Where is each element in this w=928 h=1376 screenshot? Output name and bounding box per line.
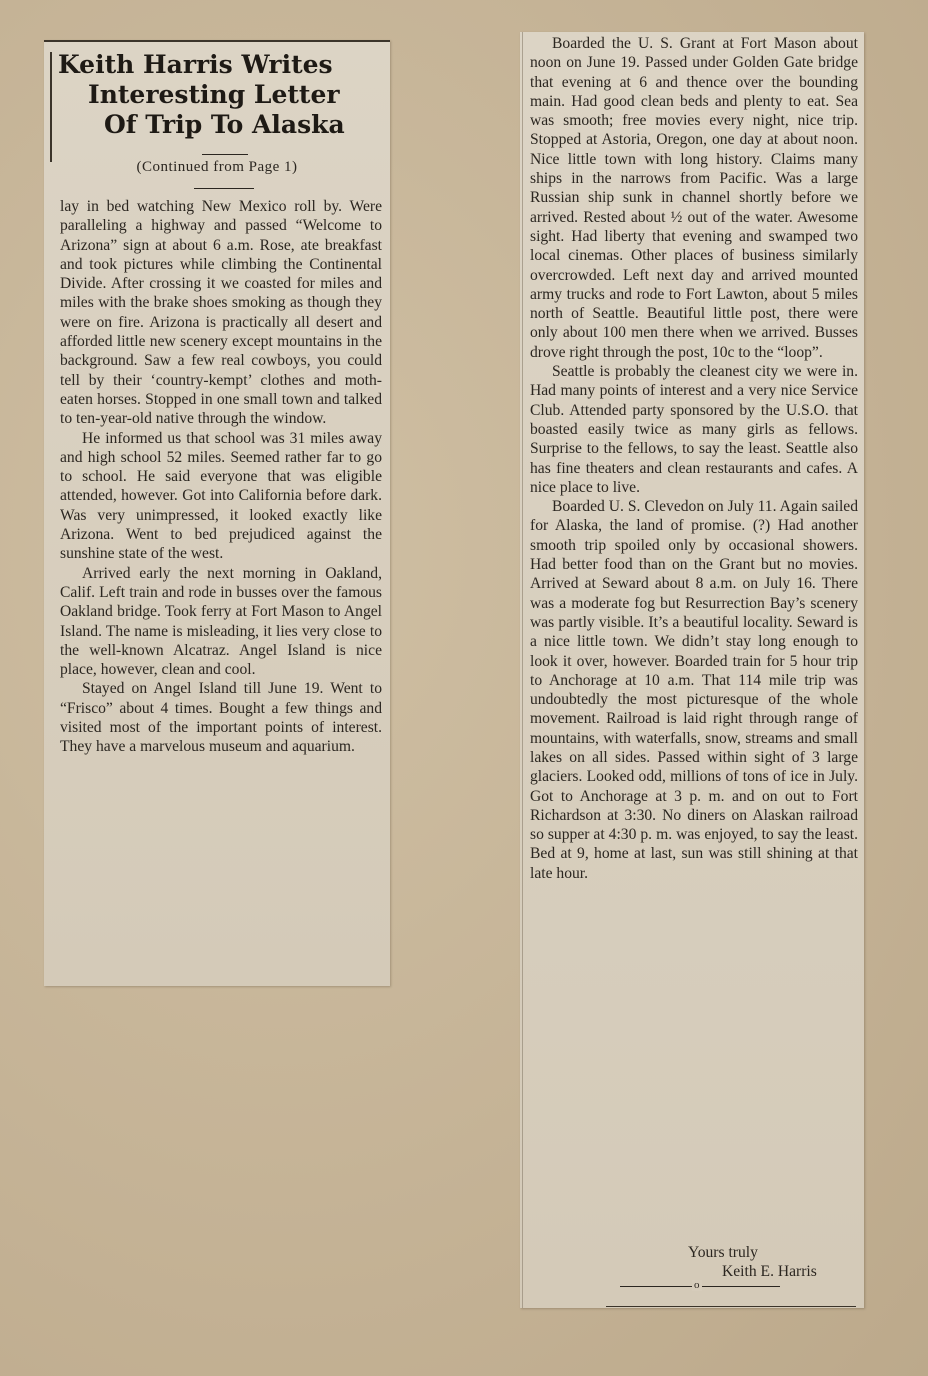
- paragraph: He informed us that school was 31 miles away and high school 52 miles. Seemed rather far to go to school. He said everyone that was eligible attended, however. Got into California before dark. Was very unimpressed, it looked exactly like Arizona. Went to bed prejudiced against the sunshine state of the west.: [60, 429, 382, 563]
- paragraph: Seattle is probably the cleanest city we were in. Had many points of interest and a very nice Service Club. Attended party sponsored by the U.S.O. that boasted easily twice as many girls as fellows. Surprise to the fellows, to say the least. Seattle also has fine theaters and clean restaurants and cafes. A nice place to live.: [530, 363, 858, 496]
- headline-line-1: Keith Harris Writes: [58, 50, 333, 79]
- paragraph: lay in bed watching New Mexico roll by. Were paralleling a highway and passed “Welcome to Arizona” sign at about 6 a.m. Rose, ate breakfast and took pictures while climbing the Continental Divide. After crossing it we coasted for miles and miles with the brake shoes smoking as though they were on fire. Arizona is practically all desert and afforded little new scenery except mountains in the background. Saw a few real cowboys, you could tell by their ‘country-kempt’ clothes and moth-eaten horses. Stopped in one small town and talked to ten-year-old native through the window.: [60, 198, 382, 428]
- article-clipping-right: [520, 32, 864, 1308]
- article-column-right: [530, 34, 858, 883]
- article-column-left: [60, 197, 382, 757]
- continued-note: (Continued from Page 1): [136, 159, 298, 175]
- paragraph: Arrived early the next morning in Oakland, Calif. Left train and rode in busses over the famous Oakland bridge. Took ferry at Fort Mason to Angel Island. The name is misleading, it lies very close to the well-known Alcatraz. Angel Island is nice place, however, clean and cool.: [60, 564, 382, 679]
- top-rule: [44, 40, 390, 42]
- paragraph: Boarded U. S. Clevedon on July 11. Again sailed for Alaska, the land of promise. (?) Had another smooth trip spoiled only by occasional showers. Had better food than on the Grant but no movies. Arrived at Seward about 8 a.m. on July 16. There was a moderate fog but Resurrection Bay’s scenery was partly visible. It’s a beautiful locality. Seward is a nice little town. We didn’t stay long enough to look it over, however. Boarded train for 5 hour trip to Anchorage at 10 a.m. That 114 mile trip was undoubtedly the most picturesque of the whole movement. Railroad is laid right through range of mountains, with waterfalls, snow, streams and small lakes on all sides. Passed within sight of 3 large glaciers. Looked odd, millions of tons of ice in July. Got to Anchorage at 3 p. m. and on out to Fort Richardson at 3:30. No diners on Alaskan railroad so supper at 4:30 p. m. was enjoyed, to say the least. Bed at 9, home at last, sun was still shining at that late hour.: [530, 498, 858, 882]
- signature: Keith E. Harris: [722, 1263, 817, 1280]
- paragraph: Boarded the U. S. Grant at Fort Mason about noon on June 19. Passed under Golden Gate bridge that evening at 6 and thence over the bounding main. Had good clean beds and plenty to eat. Sea was smooth; free movies every night, nice trip. Stopped at Astoria, Oregon, one day at about noon. Nice little town with long history. Claims many ships in the narrows from Pacific. Was a large Russian ship sunk in channel shortly before we arrived. Rested about ½ out of the water. Awesome sight. Had liberty that evening and swamped two local cinemas. Other places of business similarly overcrowded. Left next day and arrived mounted army trucks and rode to Fort Lawton, about 5 miles north of Seattle. Beautiful little post, there were only about 100 men there when we arrived. Busses drove right through the post, 10c to the “loop”.: [530, 35, 858, 361]
- headline-line-3: Of Trip To Alaska: [104, 110, 345, 139]
- bottom-rule: [606, 1306, 856, 1307]
- closing: Yours truly: [688, 1244, 758, 1261]
- headline: [56, 50, 386, 140]
- headline-rule: [202, 154, 248, 155]
- paragraph: Stayed on Angel Island till June 19. Went to “Frisco” about 4 times. Bought a few things and visited most of the important points of interest. They have a marvelous museum and aquarium.: [60, 680, 382, 756]
- headline-side-bar: [50, 52, 52, 162]
- continued-rule: [194, 188, 254, 189]
- clipping-edge: [522, 32, 523, 1308]
- end-mark: o: [694, 1279, 700, 1291]
- headline-line-2: Interesting Letter: [88, 80, 340, 109]
- article-clipping-left: [44, 40, 390, 986]
